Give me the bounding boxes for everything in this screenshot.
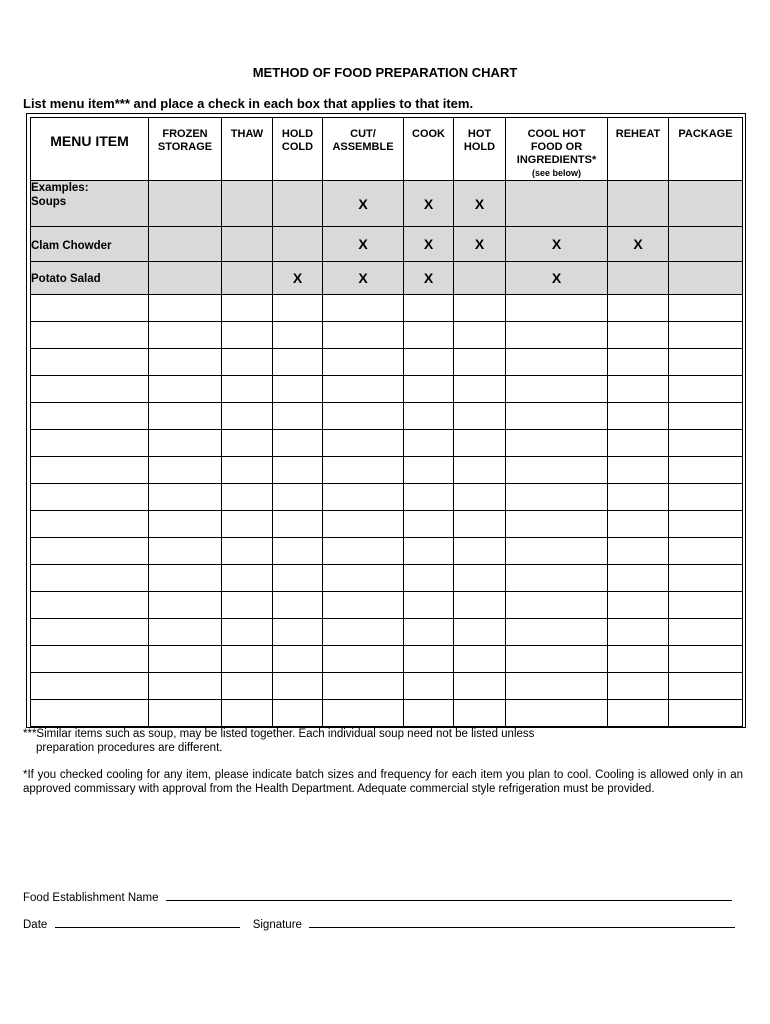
table-row-blank xyxy=(31,322,743,349)
check-cell[interactable] xyxy=(404,511,454,538)
check-cell[interactable] xyxy=(404,565,454,592)
check-cell[interactable] xyxy=(222,376,273,403)
header-row xyxy=(31,118,743,181)
check-cell[interactable] xyxy=(404,430,454,457)
table-row-potato-salad xyxy=(31,262,743,295)
check-cell[interactable] xyxy=(669,565,743,592)
table-body xyxy=(31,181,743,727)
check-cell[interactable] xyxy=(273,227,323,262)
check-cell[interactable] xyxy=(273,349,323,376)
check-cell[interactable] xyxy=(323,646,404,673)
check-cell[interactable] xyxy=(273,181,323,227)
check-cell[interactable] xyxy=(222,619,273,646)
menu-item-cell[interactable] xyxy=(31,403,149,430)
check-cell[interactable] xyxy=(273,619,323,646)
check-cell[interactable] xyxy=(669,511,743,538)
check-cell[interactable]: X xyxy=(323,227,404,262)
check-cell[interactable] xyxy=(669,403,743,430)
header-hold-cold: HOLD COLD xyxy=(273,118,323,181)
table-row-blank xyxy=(31,538,743,565)
check-cell[interactable] xyxy=(608,430,669,457)
check-cell[interactable] xyxy=(454,430,506,457)
check-cell[interactable] xyxy=(669,227,743,262)
check-cell[interactable] xyxy=(222,227,273,262)
check-cell[interactable] xyxy=(149,376,222,403)
check-cell[interactable] xyxy=(149,592,222,619)
date-input-line[interactable] xyxy=(55,916,240,928)
check-cell[interactable] xyxy=(149,430,222,457)
check-cell[interactable] xyxy=(454,349,506,376)
menu-item-cell[interactable] xyxy=(31,295,149,322)
check-cell[interactable] xyxy=(222,565,273,592)
table-row-blank xyxy=(31,430,743,457)
check-cell[interactable] xyxy=(149,295,222,322)
check-cell[interactable] xyxy=(222,403,273,430)
check-cell[interactable] xyxy=(454,565,506,592)
check-cell[interactable] xyxy=(506,700,608,727)
table-row-blank xyxy=(31,619,743,646)
check-cell[interactable] xyxy=(323,295,404,322)
table-row-blank xyxy=(31,376,743,403)
table-row-blank xyxy=(31,592,743,619)
check-cell[interactable] xyxy=(323,403,404,430)
check-cell[interactable] xyxy=(506,181,608,227)
signature-label: Signature xyxy=(252,919,302,931)
check-cell[interactable] xyxy=(404,403,454,430)
check-cell[interactable] xyxy=(506,457,608,484)
check-cell[interactable] xyxy=(669,673,743,700)
check-cell[interactable] xyxy=(323,538,404,565)
check-cell[interactable] xyxy=(323,376,404,403)
table-row-example-soups xyxy=(31,181,743,227)
table-row-blank xyxy=(31,673,743,700)
check-cell[interactable] xyxy=(222,538,273,565)
check-cell[interactable] xyxy=(323,322,404,349)
table-row-blank xyxy=(31,457,743,484)
check-cell[interactable] xyxy=(454,646,506,673)
check-cell[interactable] xyxy=(404,457,454,484)
check-cell[interactable] xyxy=(608,565,669,592)
check-cell[interactable] xyxy=(273,322,323,349)
check-cell[interactable] xyxy=(222,700,273,727)
header-hot-hold: HOT HOLD xyxy=(454,118,506,181)
table-row-blank xyxy=(31,646,743,673)
check-cell[interactable] xyxy=(323,511,404,538)
check-cell[interactable] xyxy=(608,484,669,511)
check-cell[interactable]: X xyxy=(454,181,506,227)
check-cell[interactable] xyxy=(454,673,506,700)
check-cell[interactable] xyxy=(454,538,506,565)
check-cell[interactable] xyxy=(222,484,273,511)
check-cell[interactable] xyxy=(669,376,743,403)
check-cell[interactable] xyxy=(506,511,608,538)
header-reheat: REHEAT xyxy=(608,118,669,181)
table-row-blank xyxy=(31,484,743,511)
check-cell[interactable] xyxy=(273,565,323,592)
menu-item-cell[interactable] xyxy=(31,592,149,619)
check-cell[interactable] xyxy=(506,538,608,565)
menu-item-cell[interactable] xyxy=(31,673,149,700)
check-cell[interactable] xyxy=(669,181,743,227)
check-cell[interactable] xyxy=(608,511,669,538)
check-cell[interactable] xyxy=(273,700,323,727)
check-cell[interactable] xyxy=(273,538,323,565)
check-cell[interactable] xyxy=(506,592,608,619)
check-cell[interactable] xyxy=(669,349,743,376)
check-cell[interactable] xyxy=(608,457,669,484)
check-cell[interactable] xyxy=(149,403,222,430)
check-cell[interactable] xyxy=(273,295,323,322)
menu-item-cell[interactable] xyxy=(31,322,149,349)
check-cell[interactable] xyxy=(404,538,454,565)
check-cell[interactable]: X xyxy=(323,181,404,227)
check-cell[interactable] xyxy=(608,349,669,376)
check-cell[interactable] xyxy=(323,673,404,700)
check-cell[interactable] xyxy=(273,430,323,457)
check-cell[interactable] xyxy=(669,430,743,457)
check-cell[interactable] xyxy=(149,484,222,511)
check-cell[interactable] xyxy=(404,322,454,349)
check-cell[interactable] xyxy=(323,619,404,646)
check-cell[interactable] xyxy=(149,457,222,484)
check-cell[interactable] xyxy=(608,700,669,727)
check-cell[interactable] xyxy=(506,484,608,511)
instruction-text: List menu item*** and place a check in each box that applies to that item. xyxy=(23,96,474,111)
footnote-similar-items xyxy=(23,727,743,755)
check-cell[interactable] xyxy=(222,457,273,484)
menu-item-cell[interactable] xyxy=(31,484,149,511)
establishment-name-input-line[interactable] xyxy=(166,889,732,901)
check-cell[interactable] xyxy=(506,376,608,403)
check-cell[interactable] xyxy=(222,295,273,322)
check-cell[interactable] xyxy=(454,511,506,538)
check-cell[interactable] xyxy=(149,511,222,538)
check-cell[interactable] xyxy=(506,322,608,349)
check-cell[interactable] xyxy=(149,262,222,295)
check-cell[interactable] xyxy=(222,262,273,295)
check-cell[interactable] xyxy=(149,181,222,227)
table-row-blank xyxy=(31,403,743,430)
check-cell[interactable] xyxy=(669,700,743,727)
check-cell[interactable] xyxy=(323,484,404,511)
table-row-blank xyxy=(31,295,743,322)
header-frozen-storage: FROZEN STORAGE xyxy=(149,118,222,181)
check-cell[interactable] xyxy=(273,511,323,538)
check-cell[interactable]: X xyxy=(608,227,669,262)
check-cell[interactable] xyxy=(506,430,608,457)
check-cell[interactable] xyxy=(454,322,506,349)
check-cell[interactable] xyxy=(273,457,323,484)
signature-input-line[interactable] xyxy=(309,916,735,928)
check-cell[interactable] xyxy=(222,646,273,673)
menu-item-cell[interactable] xyxy=(31,619,149,646)
check-cell[interactable]: X xyxy=(454,227,506,262)
check-cell[interactable] xyxy=(323,349,404,376)
check-cell[interactable]: X xyxy=(273,262,323,295)
menu-item-cell[interactable] xyxy=(31,349,149,376)
check-cell[interactable] xyxy=(323,592,404,619)
check-cell[interactable] xyxy=(149,227,222,262)
check-cell[interactable] xyxy=(149,349,222,376)
check-cell[interactable] xyxy=(149,646,222,673)
check-cell[interactable] xyxy=(506,295,608,322)
menu-item-cell[interactable] xyxy=(31,565,149,592)
check-cell[interactable] xyxy=(608,619,669,646)
check-cell[interactable] xyxy=(222,349,273,376)
menu-item-cell[interactable] xyxy=(31,700,149,727)
check-cell[interactable] xyxy=(608,646,669,673)
check-cell[interactable]: X xyxy=(404,262,454,295)
header-cut-assemble: CUT/ ASSEMBLE xyxy=(323,118,404,181)
check-cell[interactable] xyxy=(608,403,669,430)
check-cell[interactable] xyxy=(273,484,323,511)
menu-item-cell[interactable]: Potato Salad xyxy=(31,262,149,295)
check-cell[interactable] xyxy=(404,673,454,700)
check-cell[interactable] xyxy=(454,700,506,727)
check-cell[interactable] xyxy=(273,376,323,403)
check-cell[interactable] xyxy=(669,262,743,295)
date-signature-fields xyxy=(23,916,735,932)
check-cell[interactable] xyxy=(454,403,506,430)
check-cell[interactable] xyxy=(506,619,608,646)
check-cell[interactable] xyxy=(669,322,743,349)
check-cell[interactable] xyxy=(669,457,743,484)
header-cook: COOK xyxy=(404,118,454,181)
header-package: PACKAGE xyxy=(669,118,743,181)
check-cell[interactable] xyxy=(222,430,273,457)
check-cell[interactable] xyxy=(669,646,743,673)
menu-item-cell[interactable]: Examples: Soups xyxy=(31,181,149,227)
check-cell[interactable] xyxy=(506,403,608,430)
menu-item-cell[interactable] xyxy=(31,430,149,457)
check-cell[interactable] xyxy=(222,322,273,349)
check-cell[interactable] xyxy=(404,619,454,646)
check-cell[interactable] xyxy=(404,295,454,322)
check-cell[interactable] xyxy=(669,592,743,619)
table-row-clam-chowder xyxy=(31,227,743,262)
header-cool-hot-food: COOL HOT FOOD OR INGREDIENTS* (see below) xyxy=(506,118,608,181)
check-cell[interactable] xyxy=(323,700,404,727)
check-cell[interactable] xyxy=(454,295,506,322)
establishment-name-label: Food Establishment Name xyxy=(23,892,159,904)
check-cell[interactable] xyxy=(149,565,222,592)
check-cell[interactable] xyxy=(608,181,669,227)
check-cell[interactable] xyxy=(608,295,669,322)
check-cell[interactable] xyxy=(506,565,608,592)
check-cell[interactable] xyxy=(669,538,743,565)
preparation-table xyxy=(30,117,743,727)
menu-item-cell[interactable] xyxy=(31,457,149,484)
table-row-blank xyxy=(31,700,743,727)
check-cell[interactable] xyxy=(506,646,608,673)
check-cell[interactable]: X xyxy=(404,227,454,262)
check-cell[interactable] xyxy=(323,457,404,484)
check-cell[interactable] xyxy=(273,646,323,673)
check-cell[interactable] xyxy=(608,376,669,403)
check-cell[interactable] xyxy=(454,484,506,511)
check-cell[interactable] xyxy=(404,700,454,727)
menu-item-cell[interactable] xyxy=(31,646,149,673)
check-cell[interactable]: X xyxy=(506,227,608,262)
check-cell[interactable] xyxy=(323,430,404,457)
check-cell[interactable] xyxy=(404,376,454,403)
check-cell[interactable] xyxy=(149,322,222,349)
check-cell[interactable] xyxy=(149,619,222,646)
footnote-cooling: *If you checked cooling for any item, please indicate batch sizes and frequency for each item you plan to cool. Cooling is allowed only in an approved commissary with approval from the Health Department. Adequate commercial style refrigeration must be provided. xyxy=(23,769,743,795)
check-cell[interactable] xyxy=(454,457,506,484)
check-cell[interactable] xyxy=(273,673,323,700)
check-cell[interactable] xyxy=(149,538,222,565)
header-menu-item: MENU ITEM xyxy=(31,118,149,181)
menu-item-cell[interactable] xyxy=(31,538,149,565)
check-cell[interactable] xyxy=(608,538,669,565)
check-cell[interactable]: X xyxy=(323,262,404,295)
check-cell[interactable] xyxy=(222,673,273,700)
check-cell[interactable] xyxy=(608,673,669,700)
table-row-blank xyxy=(31,565,743,592)
check-cell[interactable] xyxy=(506,673,608,700)
check-cell[interactable] xyxy=(608,262,669,295)
menu-item-cell[interactable] xyxy=(31,511,149,538)
check-cell[interactable] xyxy=(323,565,404,592)
footnote-line-2: preparation procedures are different. xyxy=(36,742,223,754)
check-cell[interactable] xyxy=(608,592,669,619)
check-cell[interactable] xyxy=(222,511,273,538)
table-row-blank xyxy=(31,349,743,376)
check-cell[interactable] xyxy=(149,700,222,727)
check-cell[interactable] xyxy=(454,619,506,646)
check-cell[interactable] xyxy=(454,262,506,295)
check-cell[interactable] xyxy=(608,322,669,349)
date-label: Date xyxy=(23,919,48,931)
check-cell[interactable] xyxy=(454,592,506,619)
check-cell[interactable] xyxy=(404,646,454,673)
footnote-line-1: ***Similar items such as soup, may be listed together. Each individual soup need not be listed unless xyxy=(23,728,535,740)
check-cell[interactable] xyxy=(669,619,743,646)
table-row-blank xyxy=(31,511,743,538)
check-cell[interactable] xyxy=(404,592,454,619)
check-cell[interactable] xyxy=(506,349,608,376)
check-cell[interactable] xyxy=(669,295,743,322)
check-cell[interactable] xyxy=(404,484,454,511)
check-cell[interactable]: X xyxy=(506,262,608,295)
check-cell[interactable]: X xyxy=(404,181,454,227)
check-cell[interactable] xyxy=(149,673,222,700)
check-cell[interactable] xyxy=(669,484,743,511)
check-cell[interactable] xyxy=(273,592,323,619)
document-title: METHOD OF FOOD PREPARATION CHART xyxy=(252,65,518,80)
check-cell[interactable] xyxy=(222,592,273,619)
check-cell[interactable] xyxy=(273,403,323,430)
establishment-name-field xyxy=(23,889,732,905)
menu-item-cell[interactable]: Clam Chowder xyxy=(31,227,149,262)
check-cell[interactable] xyxy=(454,376,506,403)
check-cell[interactable] xyxy=(404,349,454,376)
check-cell[interactable] xyxy=(222,181,273,227)
header-thaw: THAW xyxy=(222,118,273,181)
menu-item-cell[interactable] xyxy=(31,376,149,403)
